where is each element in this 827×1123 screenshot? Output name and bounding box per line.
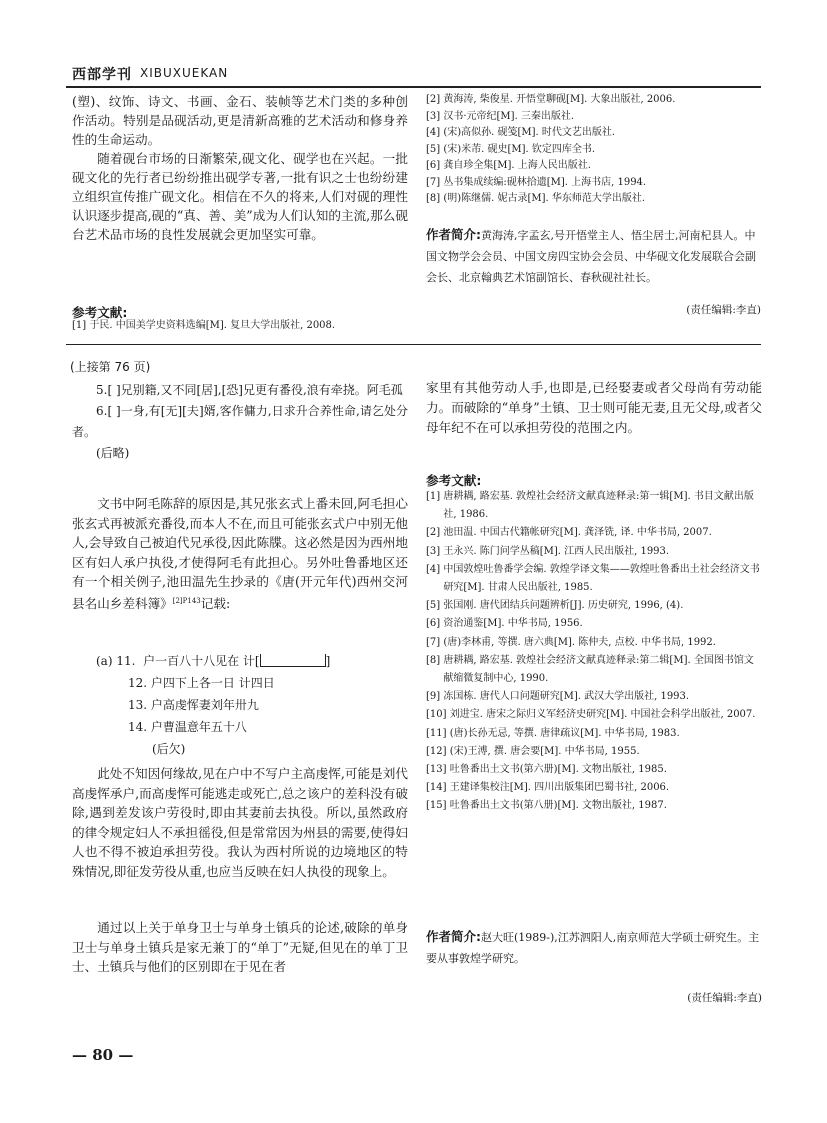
- reference-item: [426, 743, 762, 761]
- document-line: 5.[ ]兄别籍,又不同[居],[恐]兄更有番役,浪有牵挠。阿毛孤: [96, 383, 403, 397]
- reference-item: [426, 524, 762, 542]
- paragraph: (塑)、纹饰、诗文、书画、金石、装帧等艺术门类的多种创作活动。特别是品砚活动,更是清新高雅的艺术活动和修身养性的生命运动。: [72, 94, 408, 147]
- references-list: [426, 488, 762, 816]
- paragraph: 此处不知因何缘故,见在户中不写户主高虔恽,可能是刘代高虔恽承户,而高虔恽可能逃走或死亡,总之该户的差科没有破除,遇到差发该户劳役时,即由其妻前去执役。所以,虽然政府的律令规定妇人不承担徭役,但是常常因为州县的需要,使得妇人也不得不被迫承担劳役。我认为西村所说的边境地区的特殊情况,即征发劳役从重,也应当反映在妇人执役的现象上。: [72, 766, 408, 879]
- reference-item: [426, 488, 762, 524]
- reference-text: (唐)长孙无忌, 等撰. 唐律疏议[M]. 中华书局, 1983.: [449, 727, 680, 739]
- reference-item: [426, 175, 761, 192]
- paragraph-text: 文书中阿毛陈辞的原因是,其兄张玄式上番未回,阿毛担心张玄式再被派充番役,而本人不在,而且可能张玄式户中别无他人,会导致自己被迫代兄承役,因此陈牒。这必然是因为西州地区有妇人承户执役,才使得阿毛有此担心。另外吐鲁番地区还有一个相关例子,池田温先生抄录的《唐(开元年代)西州交河县名山乡差科簿》: [72, 496, 408, 611]
- reference-number: [5]: [426, 600, 444, 612]
- reference-number: [11]: [426, 727, 450, 739]
- census-line: 14. 户曹温意年五十八: [128, 720, 247, 734]
- journal-title: 西部学刊: [72, 67, 132, 83]
- reference-text: (明)陈继儒. 妮古录[M]. 华东师范大学出版社.: [443, 193, 646, 204]
- paragraph: 家里有其他劳动人手,也即是,已经娶妻或者父母尚有劳动能力。而破除的“单身”土镇、卫士则可能无妻,且无父母,或者父母年纪不在可以承担劳役的范围之内。: [426, 380, 762, 435]
- reference-item: [426, 561, 762, 597]
- reference-item: [426, 634, 762, 652]
- header-rule: [66, 86, 761, 88]
- reference-item: [426, 652, 762, 688]
- reference-text: 冻国栋. 唐代人口问题研究[M]. 武汉大学出版社, 1993.: [443, 691, 690, 703]
- reference-text: 吐鲁番出土文书(第六册)[M]. 文物出版社, 1985.: [449, 764, 667, 776]
- reference-item: [426, 125, 761, 142]
- reference-number: [4]: [426, 127, 444, 138]
- reference-number: [6]: [426, 618, 444, 630]
- reference-item: [426, 543, 762, 561]
- census-line: 12. 户四下上各一日 计四日: [128, 676, 275, 690]
- reference-text: 池田温. 中国古代籍帐研究[M]. 龚泽铣, 译. 中华书局, 2007.: [443, 527, 712, 539]
- reference-number: [8]: [426, 193, 444, 204]
- reference-number: [13]: [426, 764, 450, 776]
- section-divider: [66, 344, 761, 345]
- paragraph-block: [72, 918, 408, 977]
- lacuna-box: [260, 654, 326, 667]
- reference-item: [72, 318, 408, 335]
- reference-text: 丛书集成续编:砚林拾遗[M]. 上海书店, 1994.: [443, 176, 647, 188]
- document-line: 6.[ ]一身,有[无][夫]婿,客作傭力,日求升合养性命,请乞处分者。: [72, 404, 408, 439]
- reference-number: [9]: [426, 691, 444, 703]
- census-line: (a) 11. 户一百八十八见在 计[ ]: [96, 654, 331, 668]
- reference-number: [10]: [426, 709, 450, 721]
- reference-number: [8]: [426, 654, 444, 666]
- top-left-column: [72, 92, 408, 244]
- citation-marker: [2]P143: [172, 596, 201, 605]
- paragraph: 通过以上关于单身卫士与单身土镇兵的论述,破除的单身卫士与单身土镇兵是家无兼丁的“单丁”无疑,但见在的单丁卫士、土镇兵与他们的区别即在于见在者: [72, 920, 408, 974]
- reference-item: [426, 597, 762, 615]
- reference-text: 中国敦煌吐鲁番学会编. 敦煌学译文集——敦煌吐鲁番出土社会经济文书研究[M]. 甘肃人民出版社, 1985.: [443, 563, 760, 594]
- reference-text: (宋)高似孙. 砚笺[M]. 时代文艺出版社.: [443, 127, 616, 138]
- reference-number: [6]: [426, 160, 444, 171]
- reference-number: [5]: [426, 143, 444, 155]
- reference-number: [4]: [426, 563, 444, 575]
- author-bio: [426, 926, 762, 969]
- reference-text: (唐)李林甫, 等撰. 唐六典[M]. 陈仲夫, 点校. 中华书局, 1992.: [443, 636, 716, 648]
- reference-number: [1]: [426, 491, 444, 502]
- references-list: [72, 318, 408, 335]
- reference-number: [7]: [426, 636, 444, 648]
- continued-from-label: (上接第 76 页): [70, 360, 151, 374]
- author-text: 黄海涛,字孟玄,号开悟堂主人、悟尘居士,河南杞县人。中国文物学会会员、中国文房四宝协会会员、中华砚文化发展联合会副会长、北京翰典艺术馆副馆长、春秋砚社社长。: [426, 229, 756, 284]
- editor-note: (责任编辑:李直): [687, 992, 762, 1004]
- reference-text: 资治通鉴[M]. 中华书局, 1956.: [443, 618, 583, 630]
- reference-item: [426, 779, 762, 797]
- reference-number: [15]: [426, 800, 450, 812]
- omitted-note: (后略): [96, 446, 130, 460]
- paragraph-tail: 记载:: [200, 595, 231, 611]
- author-bio: [426, 224, 761, 288]
- reference-item: [426, 142, 761, 159]
- reference-item: [426, 797, 762, 815]
- reference-text: 张国刚. 唐代团结兵问题辨析[J]. 历史研究, 1996, (4).: [443, 600, 684, 612]
- reference-number: [3]: [426, 110, 444, 122]
- reference-text: 刘进宝. 唐宋之际归义军经济史研究[M]. 中国社会科学出版社, 2007.: [449, 709, 756, 721]
- reference-number: [12]: [426, 745, 450, 757]
- reference-text: (宋)米芾. 砚史[M]. 钦定四库全书.: [443, 143, 596, 155]
- page-number: — 80 —: [72, 1046, 134, 1064]
- reference-number: [14]: [426, 782, 450, 794]
- census-line: 13. 户高虔恽妻刘年卅九: [128, 698, 259, 712]
- reference-text: 唐耕耦, 路宏基. 敦煌社会经济文献真迹释录:第一辑[M]. 书目文献出版社, 1986.: [443, 491, 754, 521]
- census-list: [96, 650, 408, 760]
- reference-text: 唐耕耦, 路宏基. 敦煌社会经济文献真迹释录:第二辑[M]. 全国图书馆文献缩微复制中心, 1990.: [443, 654, 754, 685]
- author-text: 赵大旺(1989-),江苏泗阳人,南京师范大学硕士研究生。主要从事敦煌学研究。: [426, 931, 760, 965]
- reference-item: [426, 109, 761, 126]
- reference-item: [426, 92, 761, 109]
- reference-text: 于民. 中国美学史资料选编[M]. 复旦大学出版社, 2008.: [89, 320, 336, 331]
- reference-text: 王永兴. 陈门问学丛稿[M]. 江西人民出版社, 1993.: [443, 545, 670, 557]
- document-excerpt: [72, 380, 408, 464]
- reference-text: 黄海涛, 柴俊星. 开悟堂聊砚[M]. 大象出版社, 2006.: [443, 94, 676, 105]
- paragraph-block: [72, 494, 408, 613]
- author-label: 作者简介:: [426, 929, 481, 944]
- list-label: (a) 11.: [96, 654, 136, 668]
- reference-item: [426, 615, 762, 633]
- editor-note: (责任编辑:李直): [686, 304, 761, 316]
- reference-number: [3]: [426, 545, 444, 557]
- reference-item: [426, 688, 762, 706]
- reference-item: [426, 761, 762, 779]
- paragraph-block: [426, 378, 762, 438]
- missing-note: (后欠): [152, 742, 186, 756]
- reference-item: [426, 191, 761, 208]
- census-text: 户一百八十八见在 计[: [143, 654, 260, 668]
- reference-number: [7]: [426, 176, 444, 188]
- paragraph: 随着砚台市场的日渐繁荣,砚文化、砚学也在兴起。一批砚文化的先行者已纷纷推出砚学专著,一批有识之士也纷纷建立组织宣传推广砚文化。相信在不久的将来,人们对砚的理性认识逐步提高,砚的“真、善、美”成为人们认知的主流,那么砚台艺术品市场的良性发展就会更加坚实可靠。: [72, 151, 408, 242]
- reference-item: [426, 158, 761, 175]
- references-title: 参考文献:: [72, 305, 128, 320]
- paragraph-block: [72, 764, 408, 881]
- top-right-references: [426, 92, 761, 208]
- reference-item: [426, 706, 762, 724]
- reference-text: 汉书·元帝纪[M]. 三秦出版社.: [443, 110, 575, 122]
- reference-number: [1]: [72, 320, 90, 331]
- reference-number: [2]: [426, 527, 444, 539]
- journal-pinyin: XIBUXUEKAN: [140, 66, 229, 80]
- reference-text: (宋)王溥, 撰. 唐会要[M]. 中华书局, 1955.: [449, 745, 640, 757]
- references-title: 参考文献:: [426, 473, 482, 488]
- reference-text: 王建译集校注[M]. 四川出版集团巴蜀书社, 2006.: [449, 782, 670, 794]
- author-label: 作者简介:: [426, 227, 481, 242]
- paragraph: [72, 494, 408, 613]
- reference-item: [426, 725, 762, 743]
- reference-number: [2]: [426, 94, 444, 105]
- reference-text: 龚自珍全集[M]. 上海人民出版社.: [443, 160, 591, 171]
- reference-text: 吐鲁番出土文书(第八册)[M]. 文物出版社, 1987.: [449, 800, 667, 812]
